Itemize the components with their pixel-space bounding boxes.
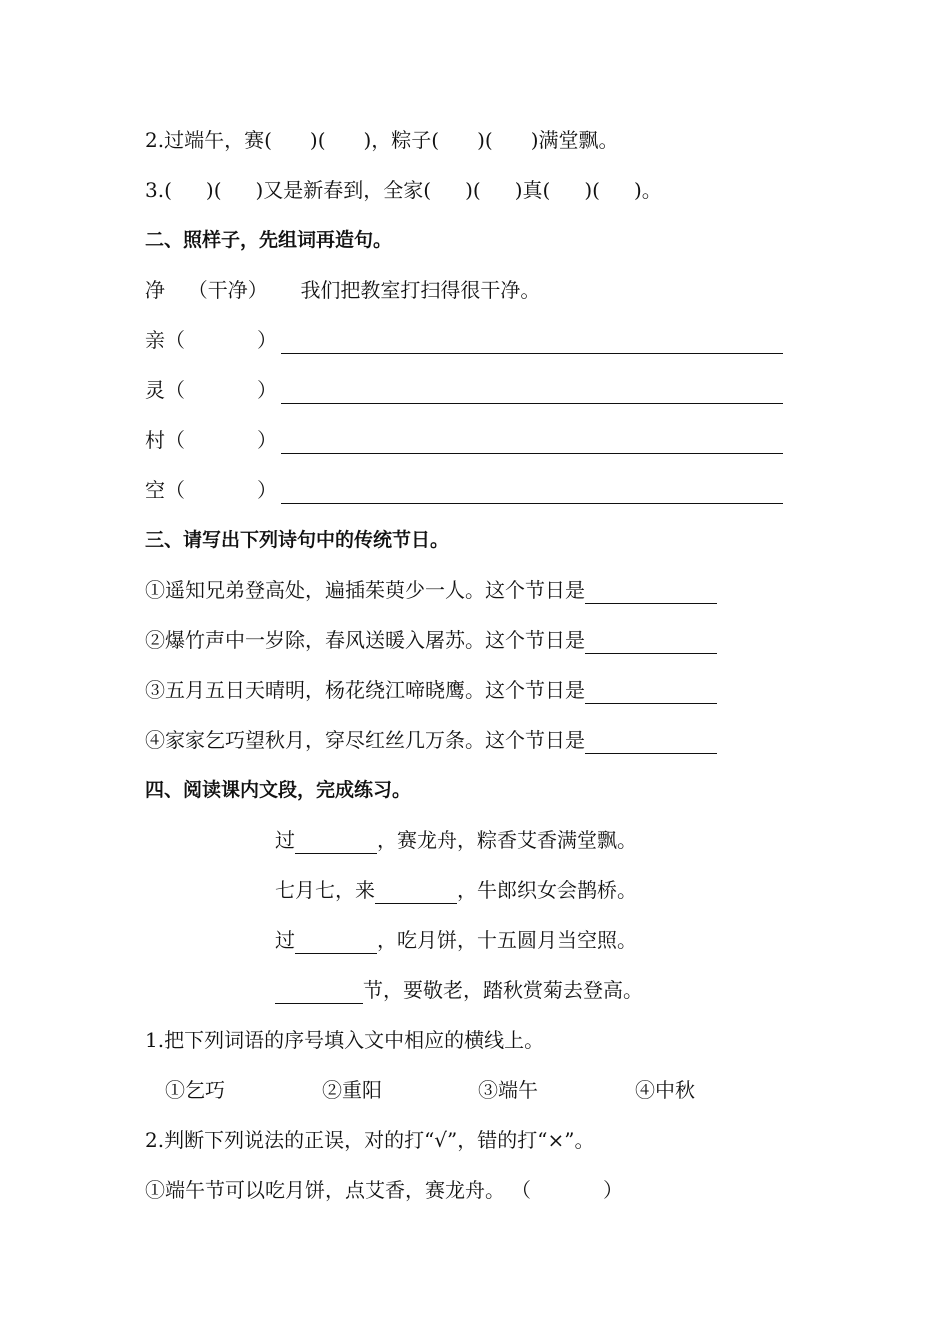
example-char: 净 <box>145 278 165 302</box>
q2-text-start: 2.过端午，赛( <box>145 128 272 152</box>
word-row <box>145 426 783 454</box>
example-row <box>145 276 540 304</box>
festival-answer-line[interactable] <box>585 729 717 754</box>
festival-answer-line[interactable] <box>585 629 717 654</box>
sentence-line[interactable] <box>281 329 783 354</box>
bracket-close: ） <box>257 378 277 402</box>
q2-text-b: )，粽子( <box>363 128 440 152</box>
bracket-close: ） <box>257 428 277 452</box>
festival-answer-line[interactable] <box>585 679 717 704</box>
q3-text-c: )( <box>465 178 481 202</box>
bracket-close: ） <box>603 1178 623 1202</box>
poem-item <box>145 676 717 704</box>
q3-text-start: 3.( <box>145 178 172 202</box>
option-item: ①乞巧 <box>165 1078 225 1102</box>
question-2: 2.判断下列说法的正误，对的打“√”，错的打“×”。 <box>145 1128 595 1152</box>
word-row <box>145 476 783 504</box>
poem-text: ①遥知兄弟登高处，遍插茱萸少一人。这个节日是 <box>145 578 585 602</box>
section-4-title: 四、阅读课内文段，完成练习。 <box>145 779 412 801</box>
verse-text-end: 节，要敬老，踏秋赏菊去登高。 <box>363 978 643 1002</box>
poem-item <box>145 626 717 654</box>
word-char: 村 <box>145 428 165 452</box>
verse-line <box>275 876 637 904</box>
bracket-open: （ <box>165 378 185 402</box>
example-sentence: 我们把教室打扫得很干净。 <box>300 278 541 302</box>
sentence-line[interactable] <box>281 379 783 404</box>
verse-text-start: 七月七，来 <box>275 878 375 902</box>
word-char: 灵 <box>145 378 165 402</box>
word-row <box>145 376 783 404</box>
verse-text-end: ，吃月饼，十五圆月当空照。 <box>377 928 637 952</box>
sentence-line[interactable] <box>281 429 783 454</box>
word-char: 亲 <box>145 328 165 352</box>
poem-text: ④家家乞巧望秋月，穿尽红丝几万条。这个节日是 <box>145 728 585 752</box>
verse-text-start: 过 <box>275 928 295 952</box>
poem-item <box>145 726 717 754</box>
verse-line <box>275 976 643 1004</box>
fill-question-2 <box>145 126 619 154</box>
poem-text: ②爆竹声中一岁除，春风送暖入屠苏。这个节日是 <box>145 628 585 652</box>
word-char: 空 <box>145 478 165 502</box>
q3-text-end: )。 <box>633 178 662 202</box>
verse-line <box>275 826 637 854</box>
section-2-title: 二、照样子，先组词再造句。 <box>145 229 393 251</box>
bracket-open: （ <box>165 328 185 352</box>
verse-blank[interactable] <box>295 929 377 954</box>
verse-text-end: ，赛龙舟，粽香艾香满堂飘。 <box>377 828 637 852</box>
question-1: 1.把下列词语的序号填入文中相应的横线上。 <box>145 1028 545 1052</box>
bracket-open: （ <box>165 478 185 502</box>
q2-text-end: )满堂飘。 <box>530 128 619 152</box>
option-item: ②重阳 <box>322 1078 382 1102</box>
verse-blank[interactable] <box>275 979 363 1004</box>
bracket-close: ） <box>257 328 277 352</box>
q3-text-b: )又是新春到，全家( <box>255 178 432 202</box>
verse-text-end: ，牛郎织女会鹊桥。 <box>457 878 637 902</box>
example-word: （干净） <box>187 278 268 302</box>
bracket-close: ） <box>257 478 277 502</box>
judge-item <box>145 1176 623 1204</box>
verse-line <box>275 926 637 954</box>
option-item: ④中秋 <box>635 1078 695 1102</box>
fill-question-3 <box>145 176 662 204</box>
q2-text-c: )( <box>477 128 493 152</box>
judge-text: ①端午节可以吃月饼，点艾香，赛龙舟。 <box>145 1178 505 1202</box>
bracket-open: （ <box>511 1178 531 1202</box>
verse-blank[interactable] <box>295 829 377 854</box>
festival-answer-line[interactable] <box>585 579 717 604</box>
q3-text-a: )( <box>205 178 222 202</box>
verse-text-start: 过 <box>275 828 295 852</box>
poem-item <box>145 576 717 604</box>
section-3-title: 三、请写出下列诗句中的传统节日。 <box>145 529 450 551</box>
option-item: ③端午 <box>478 1078 538 1102</box>
poem-text: ③五月五日天晴明，杨花绕江啼晓鹰。这个节日是 <box>145 678 585 702</box>
word-row <box>145 326 783 354</box>
q2-text-a: )( <box>309 128 326 152</box>
q3-text-d: )真( <box>514 178 551 202</box>
verse-blank[interactable] <box>375 879 457 904</box>
q3-text-e: )( <box>584 178 600 202</box>
bracket-open: （ <box>165 428 185 452</box>
sentence-line[interactable] <box>281 479 783 504</box>
